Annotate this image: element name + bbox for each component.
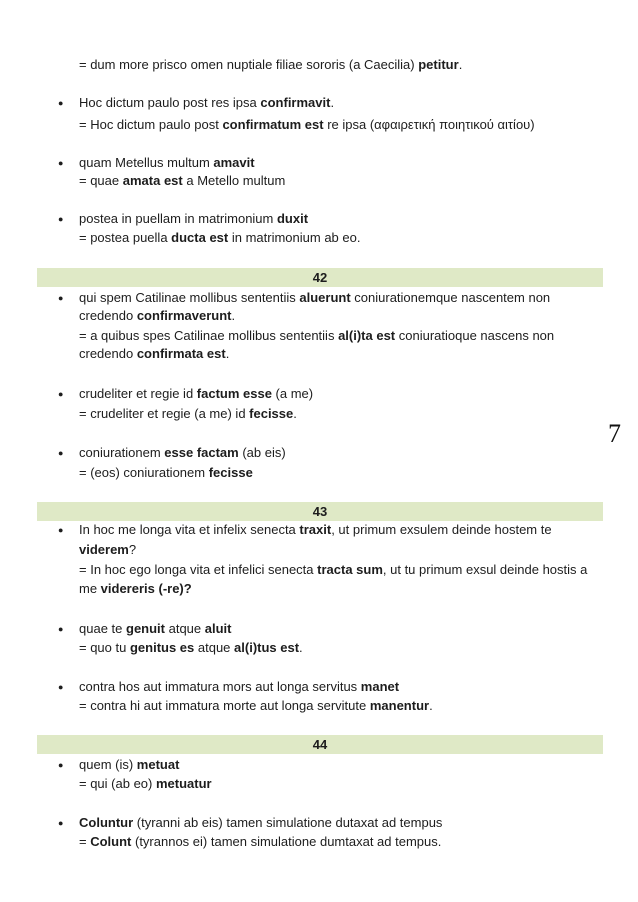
- text-segment: atque: [165, 621, 205, 636]
- text-line: [79, 561, 587, 579]
- bold-verb: tracta sum: [317, 562, 383, 577]
- text-segment: re ipsa (αφαιρετική ποιητικού αιτίου): [323, 117, 535, 132]
- text-segment: = Hoc dictum paulo post: [79, 117, 223, 132]
- bullet: ●: [58, 293, 64, 303]
- bold-verb: confirmavit: [260, 95, 331, 110]
- text-segment: .: [330, 95, 335, 110]
- text-segment: .: [225, 346, 230, 361]
- bold-verb: fecisse: [249, 406, 294, 421]
- bold-verb: aluit: [204, 621, 232, 636]
- text-segment: me: [79, 581, 101, 596]
- text-segment: quam Metellus multum: [79, 155, 214, 170]
- bold-verb: al(i)ta est: [338, 328, 396, 343]
- bold-verb: videreris (-re)?: [100, 581, 192, 596]
- text-line: [79, 580, 192, 598]
- bold-verb: confirmatum est: [222, 117, 324, 132]
- bold-verb: genitus es: [129, 640, 195, 655]
- text-segment: = In hoc ego longa vita et infelici senecta: [79, 562, 318, 577]
- text-segment: credendo: [79, 308, 137, 323]
- bullet: ●: [58, 214, 64, 224]
- bold-verb: confirmaverunt: [136, 308, 232, 323]
- bullet: ●: [58, 818, 64, 828]
- page-number: 7: [608, 419, 621, 448]
- text-segment: In hoc me longa vita et infelix senecta: [79, 522, 300, 537]
- text-segment: = postea puella: [79, 230, 172, 245]
- text-line: [79, 697, 433, 715]
- text-segment: quem (is): [79, 757, 137, 772]
- section-header: 42: [37, 268, 603, 287]
- text-segment: coniurationemque nascentem non: [350, 290, 551, 305]
- bold-verb: viderem: [79, 542, 129, 557]
- text-line: [79, 405, 297, 423]
- bold-verb: fecisse: [208, 465, 253, 480]
- text-segment: quae te: [79, 621, 126, 636]
- bold-verb: confirmata est: [136, 346, 226, 361]
- bullet: ●: [58, 389, 64, 399]
- bold-verb: amata est: [122, 173, 183, 188]
- text-line: [79, 814, 442, 832]
- text-line: [79, 620, 232, 638]
- bullet: ●: [58, 682, 64, 692]
- text-segment: = quo tu: [79, 640, 130, 655]
- text-segment: in matrimonium ab eo.: [228, 230, 361, 245]
- bold-verb: esse factam: [164, 445, 239, 460]
- bold-verb: manet: [360, 679, 400, 694]
- bold-verb: metuat: [136, 757, 180, 772]
- text-line: [79, 94, 334, 112]
- bullet: ●: [58, 624, 64, 634]
- text-line: [79, 56, 462, 74]
- text-segment: crudeliter et regie id: [79, 386, 197, 401]
- text-segment: postea in puellam in matrimonium: [79, 211, 277, 226]
- bold-verb: Coluntur: [79, 815, 134, 830]
- bold-verb: petitur: [418, 57, 459, 72]
- bold-verb: aluerunt: [299, 290, 351, 305]
- text-segment: .: [231, 308, 236, 323]
- text-segment: = quae: [79, 173, 123, 188]
- text-segment: = a quibus spes Catilinae mollibus sententiis: [79, 328, 339, 343]
- text-segment: =: [79, 834, 91, 849]
- bold-verb: al(i)tus est: [234, 640, 300, 655]
- text-segment: .: [429, 698, 433, 713]
- text-line: [79, 521, 552, 539]
- bold-verb: factum esse: [196, 386, 272, 401]
- bold-verb: manentur: [369, 698, 430, 713]
- text-line: [79, 756, 179, 774]
- section-header: 44: [37, 735, 603, 754]
- text-segment: = qui (ab eo): [79, 776, 156, 791]
- text-line: [79, 345, 229, 363]
- bullet: ●: [58, 525, 64, 535]
- bullet: ●: [58, 158, 64, 168]
- text-segment: (a me): [271, 386, 314, 401]
- text-segment: (ab eis): [238, 445, 286, 460]
- text-segment: qui spem Catilinae mollibus sententiis: [79, 290, 300, 305]
- text-segment: = dum more prisco omen nuptiale filiae sororis (a Caecilia): [79, 57, 419, 72]
- text-line: [79, 678, 399, 696]
- text-line: [79, 444, 286, 462]
- bold-verb: genuit: [126, 621, 165, 636]
- text-segment: = contra hi aut immatura morte aut longa servitute: [79, 698, 370, 713]
- text-segment: , ut primum exsulem deinde hostem te: [331, 522, 552, 537]
- text-segment: = crudeliter et regie (a me) id: [79, 406, 250, 421]
- bullet: ●: [58, 98, 64, 108]
- text-segment: atque: [194, 640, 235, 655]
- text-segment: .: [293, 406, 297, 421]
- text-segment: Hoc dictum paulo post res ipsa: [79, 95, 261, 110]
- text-segment: = (eos) coniurationem: [79, 465, 209, 480]
- text-line: [79, 229, 360, 247]
- text-line: [79, 541, 136, 559]
- text-line: [79, 307, 235, 325]
- text-segment: ?: [128, 542, 137, 557]
- bold-verb: amavit: [213, 155, 255, 170]
- text-segment: (tyrannos ei) tamen simulatione dumtaxat ad tempus.: [131, 834, 442, 849]
- text-segment: , ut tu primum exsul deinde hostis a: [382, 562, 588, 577]
- text-segment: .: [458, 57, 463, 72]
- text-line: [79, 154, 255, 172]
- text-segment: coniurationem: [79, 445, 165, 460]
- bold-verb: duxit: [276, 211, 309, 226]
- text-line: [79, 327, 554, 345]
- text-segment: credendo: [79, 346, 137, 361]
- text-line: [79, 172, 285, 190]
- text-line: [79, 210, 308, 228]
- text-segment: (tyranni ab eis) tamen simulatione dutaxat ad tempus: [133, 815, 443, 830]
- text-segment: contra hos aut immatura mors aut longa servitus: [79, 679, 361, 694]
- bullet: ●: [58, 448, 64, 458]
- text-segment: a Metello multum: [182, 173, 286, 188]
- text-line: [79, 775, 212, 793]
- bold-verb: Colunt: [90, 834, 132, 849]
- text-line: [79, 639, 303, 657]
- text-segment: .: [299, 640, 303, 655]
- text-line: [79, 289, 550, 307]
- text-line: [79, 464, 253, 482]
- text-line: [79, 116, 535, 134]
- text-segment: coniuratioque nascens non: [395, 328, 555, 343]
- section-header: 43: [37, 502, 603, 521]
- text-line: [79, 833, 441, 851]
- text-line: [79, 385, 313, 403]
- bold-verb: traxit: [299, 522, 332, 537]
- bullet: ●: [58, 760, 64, 770]
- bold-verb: metuatur: [155, 776, 212, 791]
- bold-verb: ducta est: [171, 230, 229, 245]
